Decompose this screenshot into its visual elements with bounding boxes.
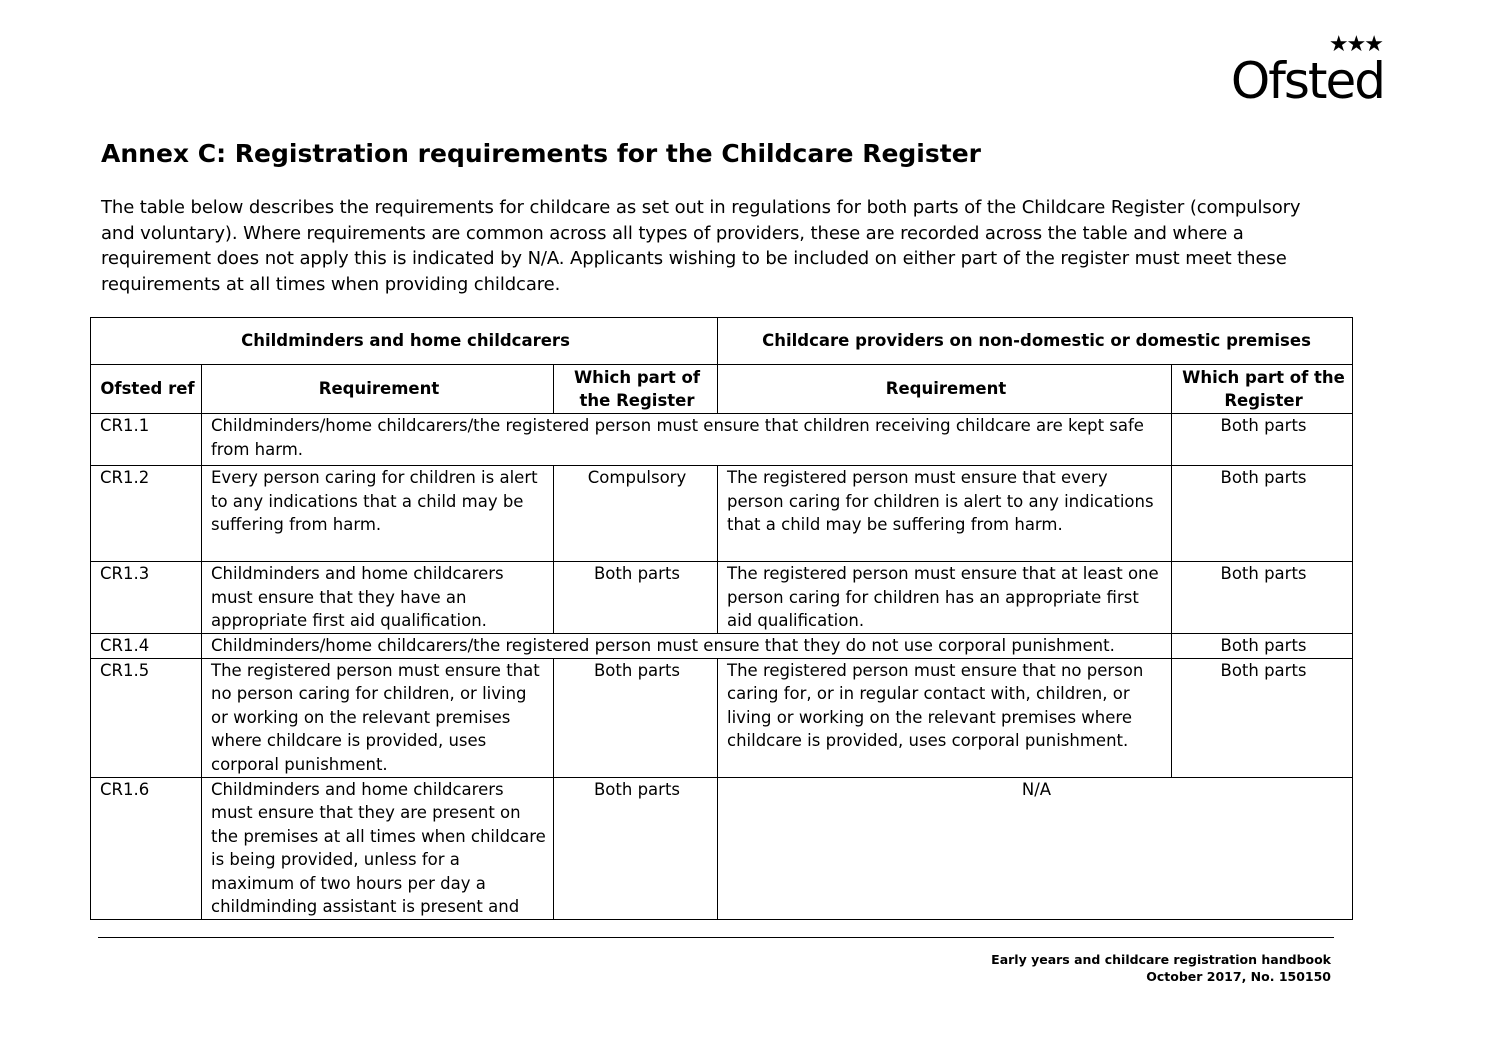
footer-date-ref: October 2017, No. 150150: [1146, 969, 1331, 984]
not-applicable-cell: N/A: [718, 777, 1353, 919]
register-part: Both parts: [554, 658, 718, 777]
row-ref: CR1.1: [91, 414, 202, 466]
requirement-childminders: Childminders and home childcarers must ensure that they are present on the premises at all times when childcare is being provided, unless for a maximum of two hours per day a childminding assistant is present and: [202, 777, 554, 919]
table-row: [91, 466, 1353, 562]
column-header-part-2: Which part of the Register: [1172, 365, 1353, 414]
register-part: Both parts: [1172, 634, 1353, 659]
requirement-providers: The registered person must ensure that no person caring for, or in regular contact with, children, or living or working on the relevant premises where childcare is provided, uses corporal punishment.: [718, 658, 1172, 777]
ofsted-logo: [1230, 32, 1384, 112]
register-part: Both parts: [1172, 414, 1353, 466]
requirement-providers: The registered person must ensure that every person caring for children is alert to any indications that a child may be suffering from harm.: [718, 466, 1172, 562]
register-part: Compulsory: [554, 466, 718, 562]
requirement-childminders: The registered person must ensure that no person caring for children, or living or working on the relevant premises where childcare is provided, uses corporal punishment.: [202, 658, 554, 777]
page-footer: [991, 951, 1331, 985]
requirement-providers: The registered person must ensure that at least one person caring for children has an appropriate first aid qualification.: [718, 562, 1172, 634]
table-row: [91, 658, 1353, 777]
register-part: Both parts: [1172, 466, 1353, 562]
column-header-requirement-2: Requirement: [718, 365, 1172, 414]
group-header-childminders: Childminders and home childcarers: [91, 318, 718, 365]
logo-wordmark: Ofsted: [1230, 52, 1384, 110]
column-header-part-1: Which part of the Register: [554, 365, 718, 414]
table-row: [91, 777, 1353, 919]
group-header-row: [91, 318, 1353, 365]
column-header-ref: Ofsted ref: [91, 365, 202, 414]
requirement-combined: Childminders/home childcarers/the registered person must ensure that they do not use corporal punishment.: [202, 634, 1172, 659]
requirements-table: [90, 317, 1353, 920]
row-ref: CR1.3: [91, 562, 202, 634]
column-header-requirement-1: Requirement: [202, 365, 554, 414]
table-row: [91, 562, 1353, 634]
group-header-providers: Childcare providers on non-domestic or domestic premises: [718, 318, 1353, 365]
table-row: [91, 414, 1353, 466]
logo-stars-icon: ★★★: [1328, 32, 1382, 57]
column-header-row: [91, 365, 1353, 414]
register-part: Both parts: [554, 562, 718, 634]
intro-paragraph: The table below describes the requirements for childcare as set out in regulations for both parts of the Childcare Register (compulsory and voluntary). Where requirements are common across all types of providers, these are recorded across the table and where a requirement does not apply this is indicated by N/A. Applicants wishing to be included on either part of the register must meet these requirements at all times when providing childcare.: [101, 197, 1301, 295]
footer-divider: [98, 937, 1334, 938]
register-part: Both parts: [1172, 562, 1353, 634]
table-row: [91, 634, 1353, 659]
register-part: Both parts: [554, 777, 718, 919]
row-ref: CR1.6: [91, 777, 202, 919]
requirement-childminders: Childminders and home childcarers must ensure that they have an appropriate first aid qualification.: [202, 562, 554, 634]
register-part: Both parts: [1172, 658, 1353, 777]
requirement-childminders: Every person caring for children is alert to any indications that a child may be suffering from harm.: [202, 466, 554, 562]
row-ref: CR1.5: [91, 658, 202, 777]
page-title: Annex C: Registration requirements for the Childcare Register: [101, 139, 981, 168]
row-ref: CR1.2: [91, 466, 202, 562]
footer-publication: Early years and childcare registration handbook: [991, 952, 1331, 967]
row-ref: CR1.4: [91, 634, 202, 659]
requirement-combined: Childminders/home childcarers/the registered person must ensure that children receiving childcare are kept safe from harm.: [202, 414, 1172, 466]
